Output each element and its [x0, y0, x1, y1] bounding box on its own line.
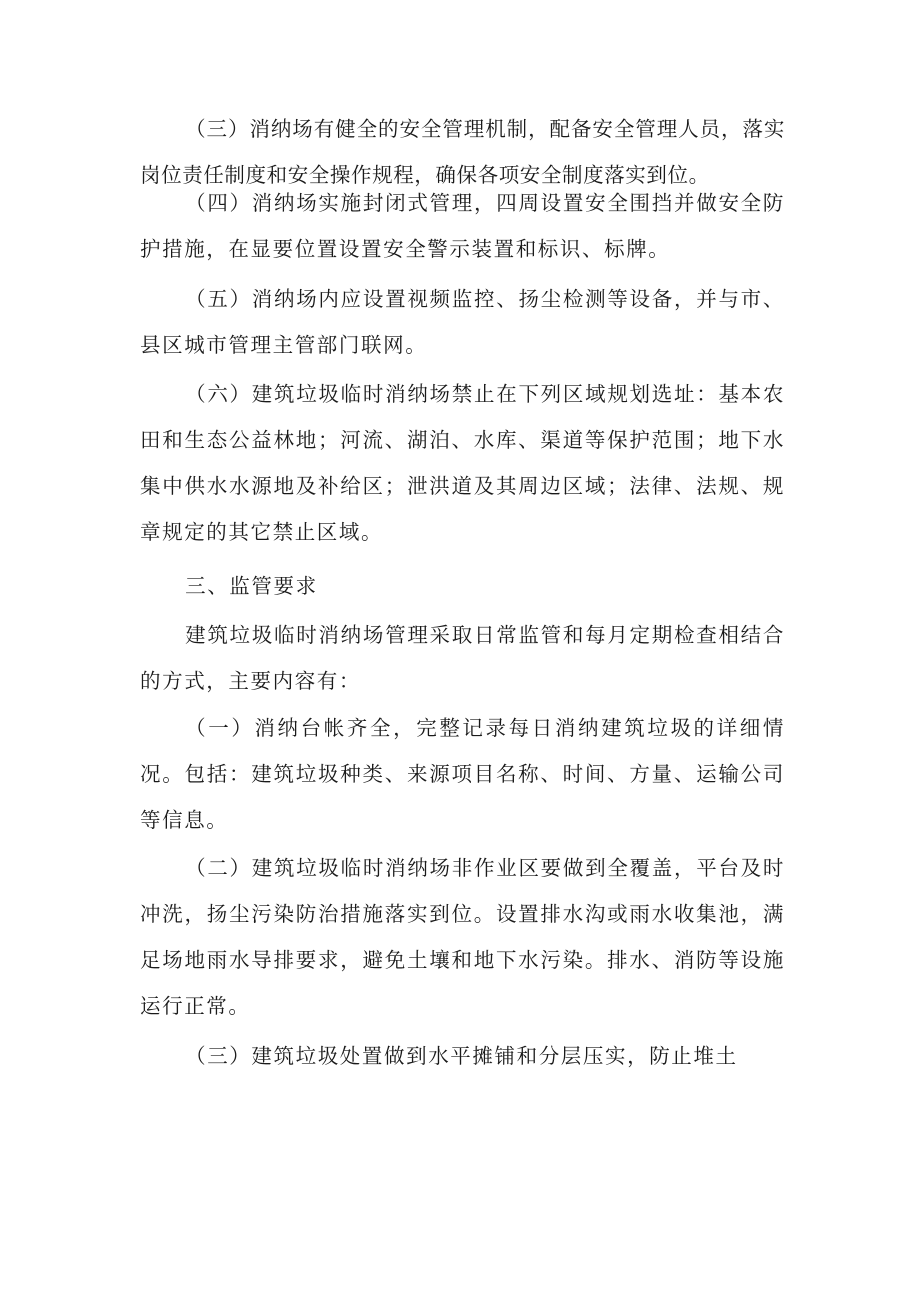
paragraph-dust-control: （二）建筑垃圾临时消纳场非作业区要做到全覆盖，平台及时冲洗，扬尘污染防治措施落实到位。设置排水沟或雨水收集池，满足场地雨水导排要求，避免土壤和地下水污染。排水、消防等设施运行正常。 [140, 856, 785, 1018]
paragraph-compaction: （三）建筑垃圾处置做到水平摊铺和分层压实，防止堆土 [185, 1044, 738, 1068]
paragraph-safety-management: （三）消纳场有健全的安全管理机制，配备安全管理人员，落实岗位责任制度和安全操作规程，确保各项安全制度落实到位。 [140, 117, 785, 187]
paragraph-enclosed-management: （四）消纳场实施封闭式管理，四周设置安全围挡并做安全防护措施，在显要位置设置安全警示装置和标识、标牌。 [140, 191, 785, 261]
paragraph-site-restrictions: （六）建筑垃圾临时消纳场禁止在下列区域规划选址：基本农田和生态公益林地；河流、湖泊、水库、渠道等保护范围；地下水集中供水水源地及补给区；泄洪道及其周边区域；法律、法规、规章规定的其它禁止区域。 [140, 382, 785, 544]
paragraph-ledger-records: （一）消纳台帐齐全，完整记录每日消纳建筑垃圾的详细情况。包括：建筑垃圾种类、来源项目名称、时间、方量、运输公司等信息。 [140, 716, 785, 832]
section-heading-supervision: 三、监管要求 [185, 574, 318, 598]
paragraph-video-monitoring: （五）消纳场内应设置视频监控、扬尘检测等设备，并与市、县区城市管理主管部门联网。 [140, 287, 785, 357]
paragraph-supervision-intro: 建筑垃圾临时消纳场管理采取日常监管和每月定期检查相结合的方式，主要内容有： [140, 623, 785, 693]
